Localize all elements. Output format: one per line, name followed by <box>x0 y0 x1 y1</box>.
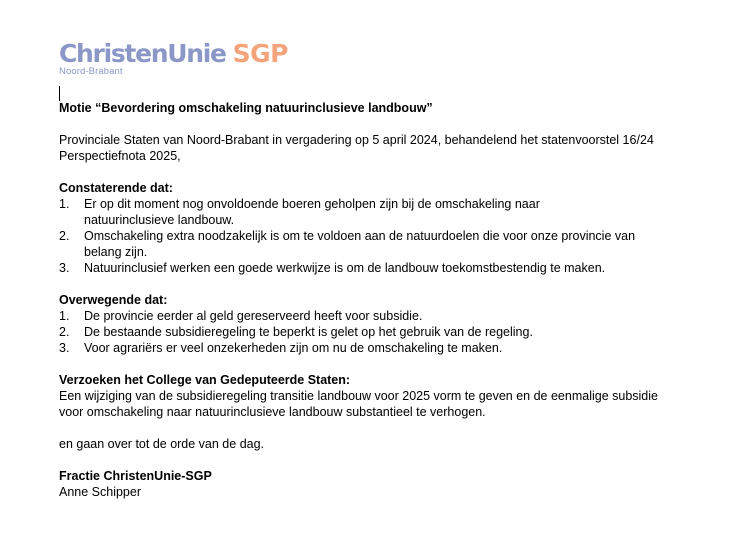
signature-party: Fractie ChristenUnie-SGP <box>59 469 212 483</box>
logo-subtitle: Noord-Brabant <box>59 66 123 77</box>
constaterend-list <box>59 196 679 276</box>
logo-christenunie: ChristenUnie <box>59 39 226 68</box>
document-body[interactable] <box>59 100 679 500</box>
list-number: 2. <box>59 229 70 243</box>
logo-sgp: SGP <box>232 39 289 68</box>
list-item <box>59 228 674 260</box>
list-number: 3. <box>59 341 70 355</box>
list-item <box>59 196 604 228</box>
logo-wordmark <box>59 39 288 68</box>
list-item-text: De bestaande subsidieregeling te beperkt is gelet op het gebruik van de regeling. <box>84 325 533 339</box>
list-item-text: De provincie eerder al geld gereserveerd heeft voor subsidie. <box>84 309 423 323</box>
list-number: 1. <box>59 309 70 323</box>
motion-title: Motie “Bevordering omschakeling natuurinclusieve landbouw” <box>59 101 433 115</box>
overwegend-heading: Overwegende dat: <box>59 293 168 307</box>
verzoeken-heading: Verzoeken het College van Gedeputeerde Staten: <box>59 373 351 387</box>
overwegend-list <box>59 308 679 356</box>
closing-line: en gaan over tot de orde van de dag. <box>59 437 265 451</box>
list-number: 2. <box>59 325 70 339</box>
list-item-text: Natuurinclusief werken een goede werkwijze is om de landbouw toekomstbestendig te maken. <box>84 261 606 275</box>
list-item <box>59 260 704 276</box>
motion-intro: Provinciale Staten van Noord-Brabant in vergadering op 5 april 2024, behandelend het statenvoorstel 16/24 Perspectiefnota 2025, <box>59 133 654 163</box>
list-number: 3. <box>59 261 70 275</box>
signature-person: Anne Schipper <box>59 485 142 499</box>
list-item <box>59 340 684 356</box>
list-item <box>59 308 684 324</box>
party-logo <box>59 39 288 77</box>
list-item <box>59 324 684 340</box>
list-item-text: Omschakeling extra noodzakelijk is om te voldoen aan de natuurdoelen die voor onze provincie van belang zijn. <box>84 229 636 259</box>
list-number: 1. <box>59 197 70 211</box>
constaterend-heading: Constaterende dat: <box>59 181 173 195</box>
verzoeken-text: Een wijziging van de subsidieregeling transitie landbouw voor 2025 vorm te geven en de eenmalige subsidie voor omschakeling naar natuurinclusieve landbouw substantieel te verhogen. <box>59 389 658 419</box>
list-item-text: Voor agrariërs er veel onzekerheden zijn om nu de omschakeling te maken. <box>84 341 503 355</box>
list-item-text: Er op dit moment nog onvoldoende boeren geholpen zijn bij de omschakeling naar natuurinclusieve landbouw. <box>84 197 540 227</box>
text-cursor <box>59 86 60 101</box>
